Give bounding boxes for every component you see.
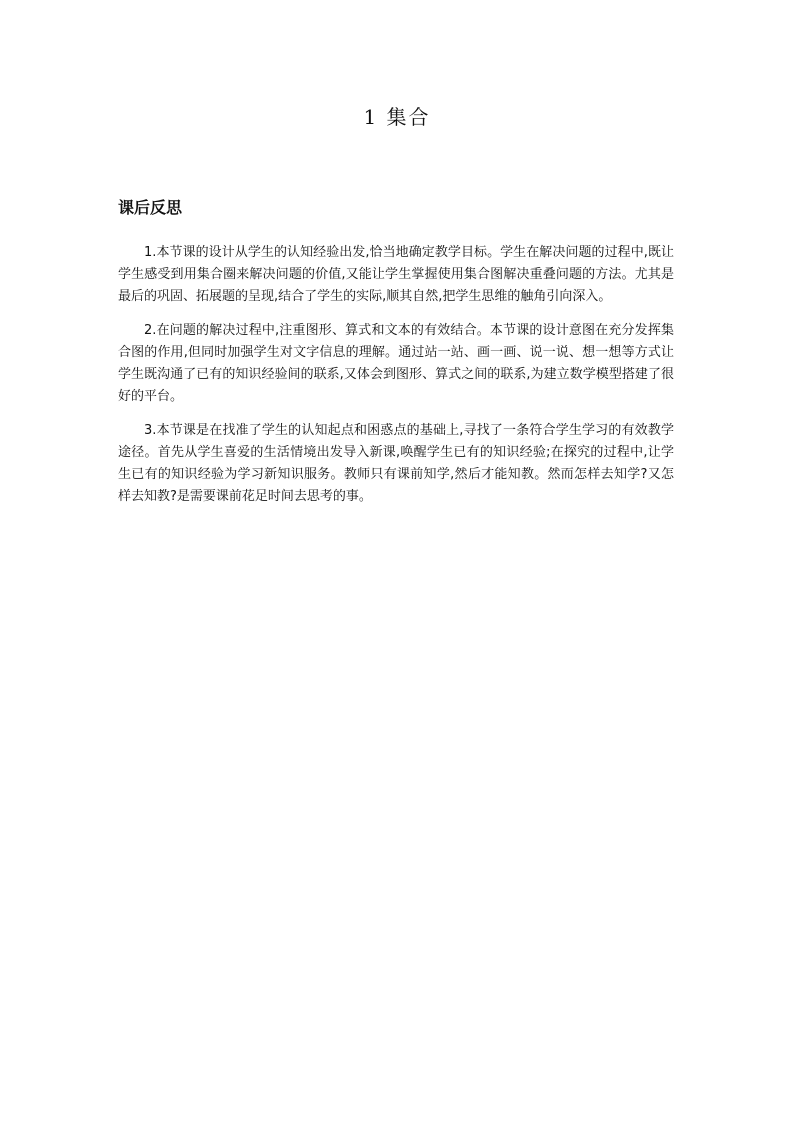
paragraph-1: 1.本节课的设计从学生的认知经验出发,恰当地确定教学目标。学生在解决问题的过程中,既让学生感受到用集合圈来解决问题的价值,又能让学生掌握使用集合图解决重叠问题的方法。尤其是最后的巩固、拓展题的呈现,结合了学生的实际,顺其自然,把学生思维的触角引向深入。 [118,245,674,304]
paragraph-3: 3.本节课是在找准了学生的认知起点和困惑点的基础上,寻找了一条符合学生学习的有效教学途径。首先从学生喜爱的生活情境出发导入新课,唤醒学生已有的知识经验;在探究的过程中,让学生已有的知识经验为学习新知识服务。教师只有课前知学,然后才能知教。然而怎样去知学?又怎样去知教?是需要课前花足时间去思考的事。 [118,423,674,504]
section-heading: 课后反思 [118,198,183,217]
body-text [118,242,674,520]
paragraph-2: 2.在问题的解决过程中,注重图形、算式和文本的有效结合。本节课的设计意图在充分发挥集合图的作用,但同时加强学生对文字信息的理解。通过站一站、画一画、说一说、想一想等方式让学生既沟通了已有的知识经验间的联系,又体会到图形、算式之间的联系,为建立数学模型搭建了很好的平台。 [118,323,674,404]
page-title: 1 集合 [363,105,431,129]
